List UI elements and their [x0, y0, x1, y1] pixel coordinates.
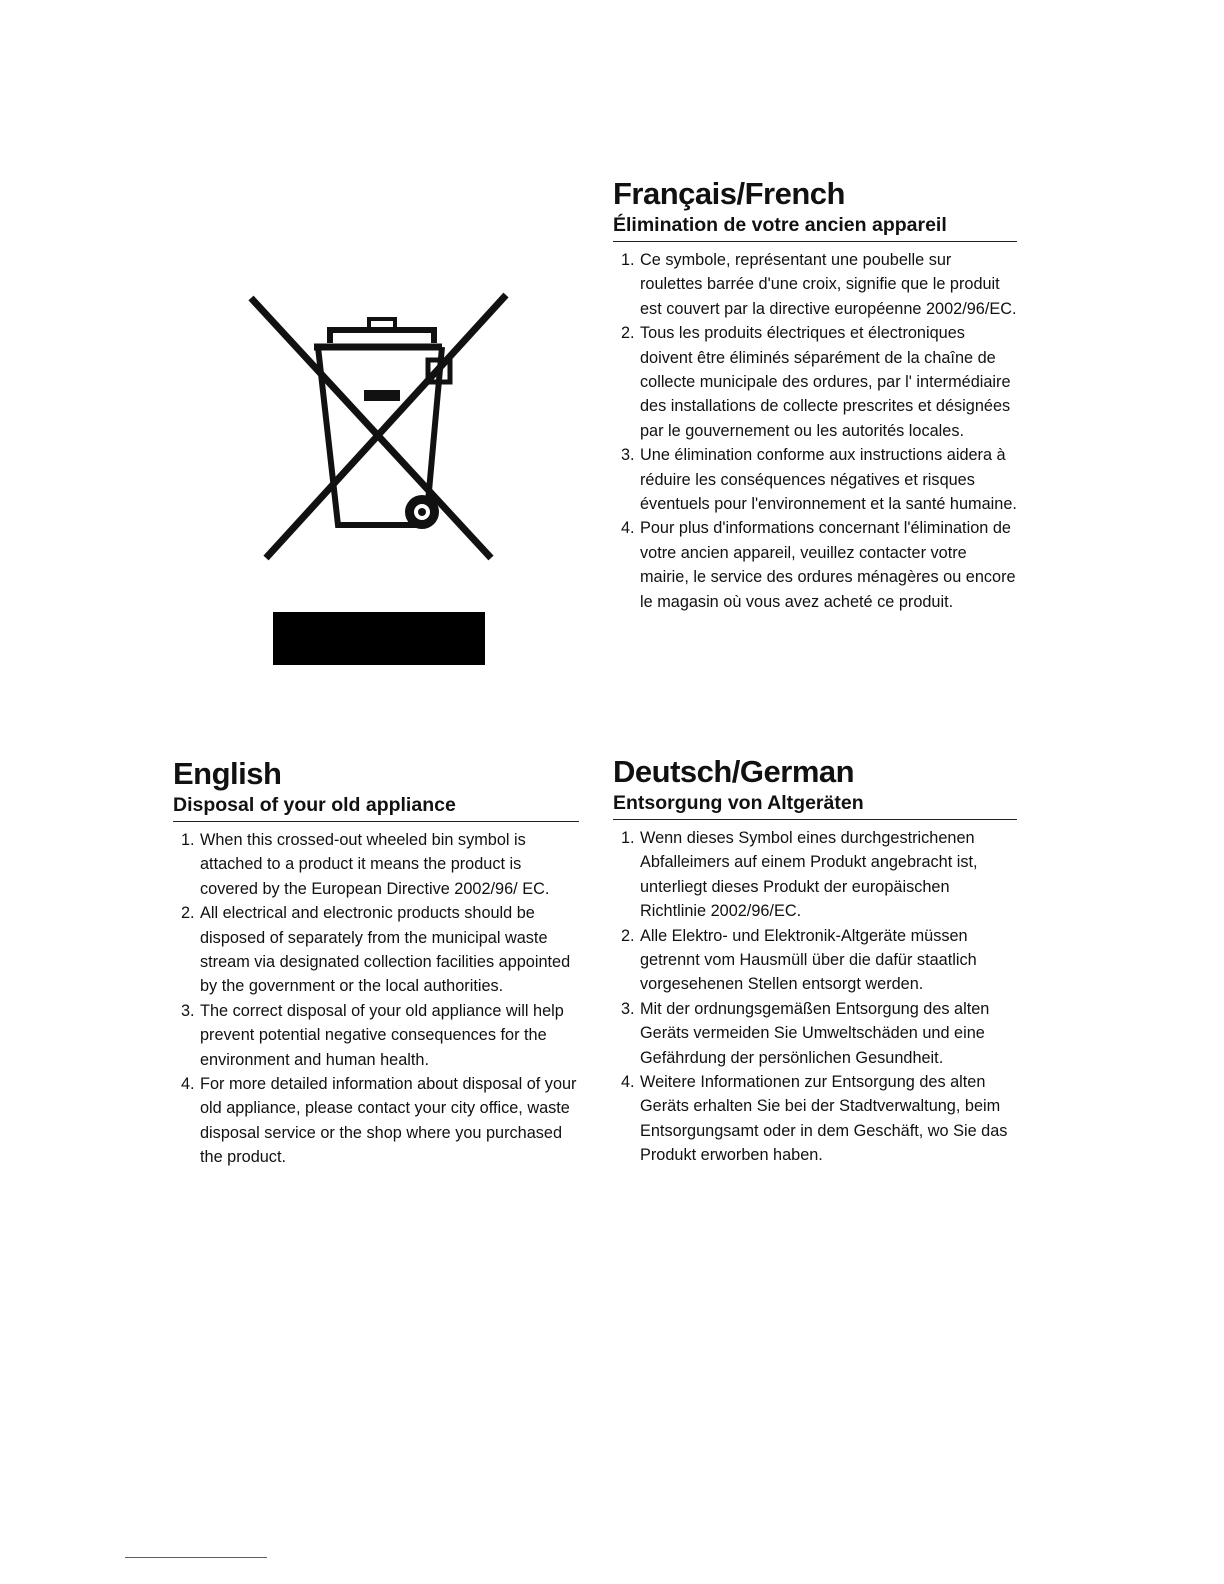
item-text: For more detailed information about disposal of your old appliance, please contact your city office, waste disposal service or the shop where you purchased the product. — [200, 1075, 577, 1167]
list-item — [619, 248, 1017, 321]
section-english — [173, 756, 579, 1170]
item-number: 4. — [621, 519, 635, 538]
item-number: 2. — [621, 324, 635, 343]
list-item — [179, 828, 579, 901]
item-text: Tous les produits électriques et électroniques doivent être éliminés séparément de la chaîne de collecte municipale des ordures, par l' intermédiaire des installations de collecte prescrites et désignées par le gouvernement ou les autorités locales. — [640, 324, 1011, 440]
item-number: 4. — [181, 1075, 195, 1094]
item-text: Pour plus d'informations concernant l'élimination de votre ancien appareil, veuillez contacter votre mairie, le service des ordures ménagères ou encore le magasin où vous avez acheté ce produit. — [640, 519, 1016, 611]
instruction-list — [613, 820, 1017, 1168]
section-german — [613, 754, 1017, 1168]
item-number: 3. — [181, 1001, 195, 1020]
item-number: 1. — [621, 251, 635, 269]
footer-rule — [125, 1557, 267, 1558]
instruction-list — [173, 822, 579, 1170]
list-item — [619, 826, 1017, 924]
section-subtitle: Élimination de votre ancien appareil — [613, 212, 1017, 242]
item-number: 1. — [621, 829, 635, 847]
instruction-list — [613, 242, 1017, 614]
list-item — [619, 443, 1017, 516]
item-text: Wenn dieses Symbol eines durchgestrichenen Abfalleimers auf einem Produkt angebracht ist, unterliegt dieses Produkt der europäischen Richtlinie 2002/96/EC. — [640, 829, 978, 921]
list-item — [179, 999, 579, 1072]
list-item — [619, 1070, 1017, 1168]
item-text: Weitere Informationen zur Entsorgung des alten Geräts erhalten Sie bei der Stadtverwaltung, beim Entsorgungsamt oder in dem Geschäft, wo Sie das Produkt erworben haben. — [640, 1073, 1008, 1165]
item-number: 3. — [621, 999, 635, 1018]
list-item — [619, 924, 1017, 997]
item-text: Ce symbole, représentant une poubelle sur roulettes barrée d'une croix, signifie que le produit est couvert par la directive européenne 2002/96/EC. — [640, 251, 1017, 318]
list-item — [179, 901, 579, 999]
crossed-out-wheeled-bin-icon — [246, 290, 512, 565]
item-number: 2. — [181, 904, 195, 923]
item-number: 2. — [621, 926, 635, 945]
list-item — [619, 516, 1017, 614]
section-title: English — [173, 756, 282, 791]
item-text: Alle Elektro- und Elektronik-Altgeräte müssen getrennt vom Hausmüll über die dafür staatlich vorgesehenen Stellen entsorgt werden. — [640, 926, 977, 994]
list-item — [619, 321, 1017, 443]
black-bar — [273, 612, 485, 665]
item-text: When this crossed-out wheeled bin symbol is attached to a product it means the product is covered by the European Directive 2002/96/ EC. — [200, 831, 550, 898]
item-number: 3. — [621, 446, 635, 465]
item-number: 1. — [181, 831, 195, 849]
item-text: The correct disposal of your old appliance will help prevent potential negative consequences for the environment and human health. — [200, 1001, 564, 1069]
list-item — [179, 1072, 579, 1170]
item-text: Une élimination conforme aux instructions aidera à réduire les conséquences négatives et risques éventuels pour l'environnement et la santé humaine. — [640, 446, 1017, 514]
section-subtitle: Entsorgung von Altgeräten — [613, 790, 1017, 820]
section-subtitle: Disposal of your old appliance — [173, 792, 579, 822]
item-text: All electrical and electronic products should be disposed of separately from the municipal waste stream via designated collection facilities appointed by the government or the local authorities. — [200, 904, 571, 996]
item-text: Mit der ordnungsgemäßen Entsorgung des alten Geräts vermeiden Sie Umweltschäden und eine Gefährdung der persönlichen Gesundheit. — [640, 999, 990, 1067]
section-french — [613, 176, 1017, 614]
list-item — [619, 997, 1017, 1070]
section-title: Français/French — [613, 176, 845, 211]
item-number: 4. — [621, 1073, 635, 1092]
section-title: Deutsch/German — [613, 754, 855, 789]
